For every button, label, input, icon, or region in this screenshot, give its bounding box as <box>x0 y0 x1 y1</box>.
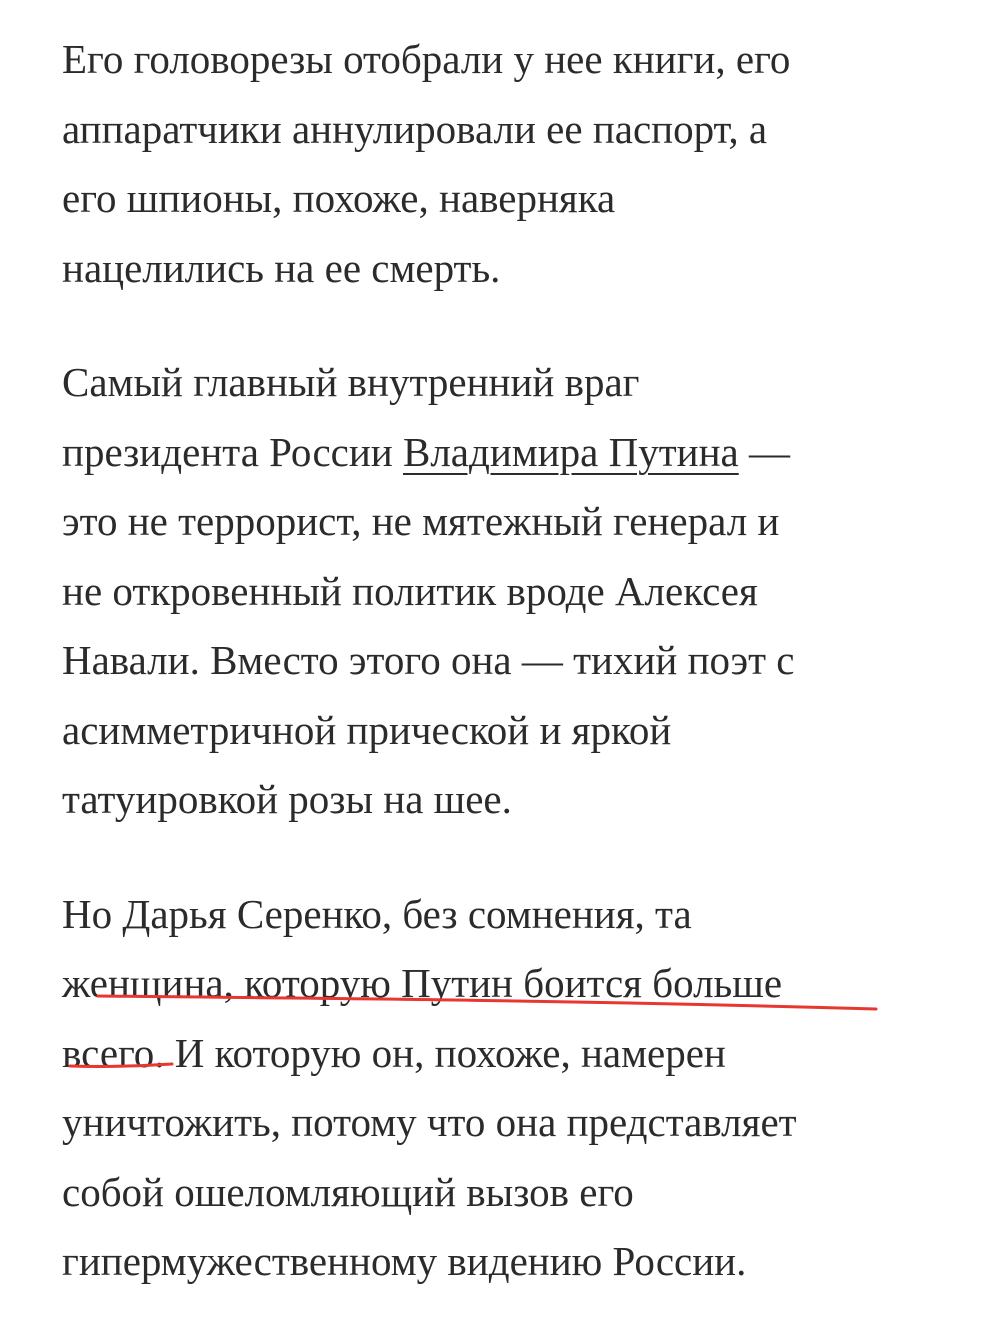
putin-link[interactable]: Владимира Путина <box>402 428 739 475</box>
text-line: всего. И которую он, похоже, намерен <box>62 1029 726 1076</box>
paragraph-3 <box>62 880 942 1297</box>
text-line: гипермужественному видению России. <box>62 1238 747 1284</box>
text-line: нацелились на ее смерть. <box>62 244 501 291</box>
paragraph-1 <box>62 25 942 303</box>
paragraph-2 <box>62 348 942 835</box>
text-line: асимметричной прической и яркой <box>62 706 672 753</box>
text-segment: президента России <box>62 428 403 475</box>
text-line: Навали. Вместо этого она — тихий поэт с <box>62 637 795 683</box>
text-line: это не террорист, не мятежный генерал и <box>62 498 780 544</box>
text-line-with-link <box>62 418 942 488</box>
text-line: аппаратчики аннулировали ее паспорт, а <box>62 105 768 152</box>
text-line: не откровенный политик вроде Алексея <box>62 567 758 614</box>
text-segment: — <box>738 428 790 475</box>
text-line: женщина, которую Путин боится больше <box>62 960 783 1006</box>
text-line: собой ошеломляющий вызов его <box>62 1168 634 1215</box>
text-line: татуировкой розы на шее. <box>62 776 512 822</box>
text-line: Его головорезы отобрали у нее книги, его <box>62 36 791 82</box>
text-line: уничтожить, потому что она представляет <box>62 1099 797 1145</box>
text-line: Самый главный внутренний враг <box>62 359 640 405</box>
article-body <box>62 25 942 1342</box>
text-line: Но Дарья Серенко, без сомнения, та <box>62 890 692 937</box>
text-line: его шпионы, похоже, наверняка <box>62 175 616 221</box>
